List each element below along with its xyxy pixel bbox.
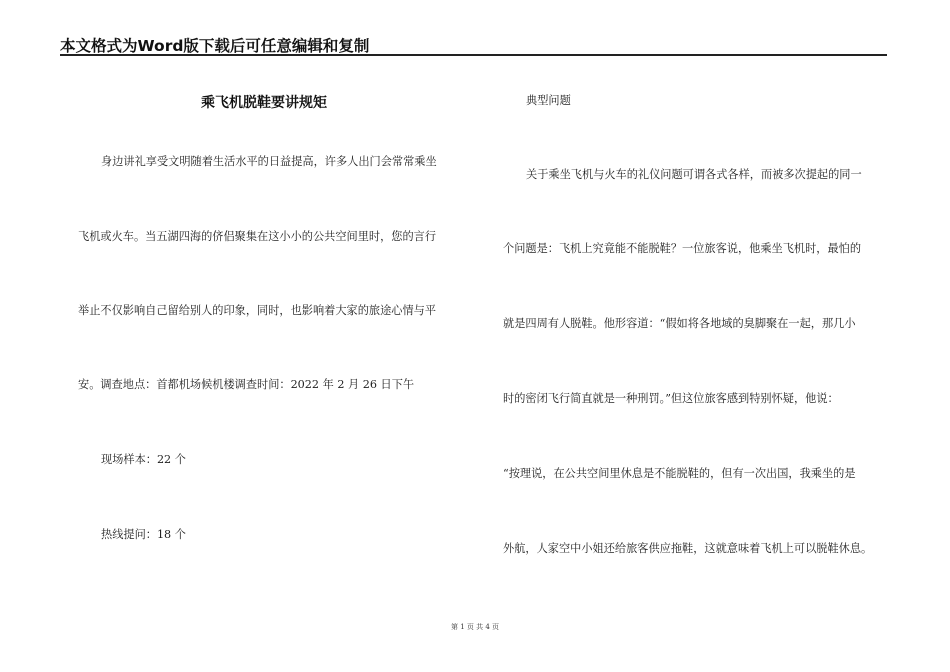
document-banner: 本文格式为Word版下载后可任意编辑和复制 (60, 37, 370, 55)
left-line-6: 热线提问：18 个 (101, 528, 186, 541)
section-heading: 典型问题 (526, 94, 571, 107)
document-title: 乘飞机脱鞋要讲规矩 (201, 95, 327, 111)
right-line-2: 个问题是：飞机上究竟能不能脱鞋？一位旅客说，他乘坐飞机时，最怕的 (503, 242, 862, 255)
left-line-1: 身边讲礼享受文明随着生活水平的日益提高，许多人出门会常常乘坐 (101, 155, 437, 168)
header-divider (60, 54, 887, 56)
left-line-4: 安。调查地点：首都机场候机楼调查时间：2022 年 2 月 26 日下午 (78, 378, 415, 391)
right-line-6: 外航，人家空中小姐还给旅客供应拖鞋，这就意味着飞机上可以脱鞋休息。 (503, 542, 873, 555)
left-line-3: 举止不仅影响自己留给别人的印象，同时，也影响着大家的旅途心情与平 (78, 304, 437, 317)
left-line-2: 飞机或火车。当五湖四海的侪侣聚集在这小小的公共空间里时，您的言行 (78, 230, 437, 243)
right-line-4: 时的密闭飞行简直就是一种刑罚。”但这位旅客感到特别怀疑，他说： (503, 392, 839, 405)
right-line-1: 关于乘坐飞机与火车的礼仪问题可谓各式各样，而被多次提起的同一 (526, 168, 862, 181)
right-line-5: “按理说，在公共空间里休息是不能脱鞋的，但有一次出国，我乘坐的是 (503, 467, 856, 480)
left-line-5: 现场样本：22 个 (101, 453, 186, 466)
right-line-3: 就是四周有人脱鞋。他形容道：“假如将各地域的臭脚聚在一起，那几小 (503, 317, 856, 330)
page-footer: 第 1 页 共 4 页 (450, 623, 500, 631)
